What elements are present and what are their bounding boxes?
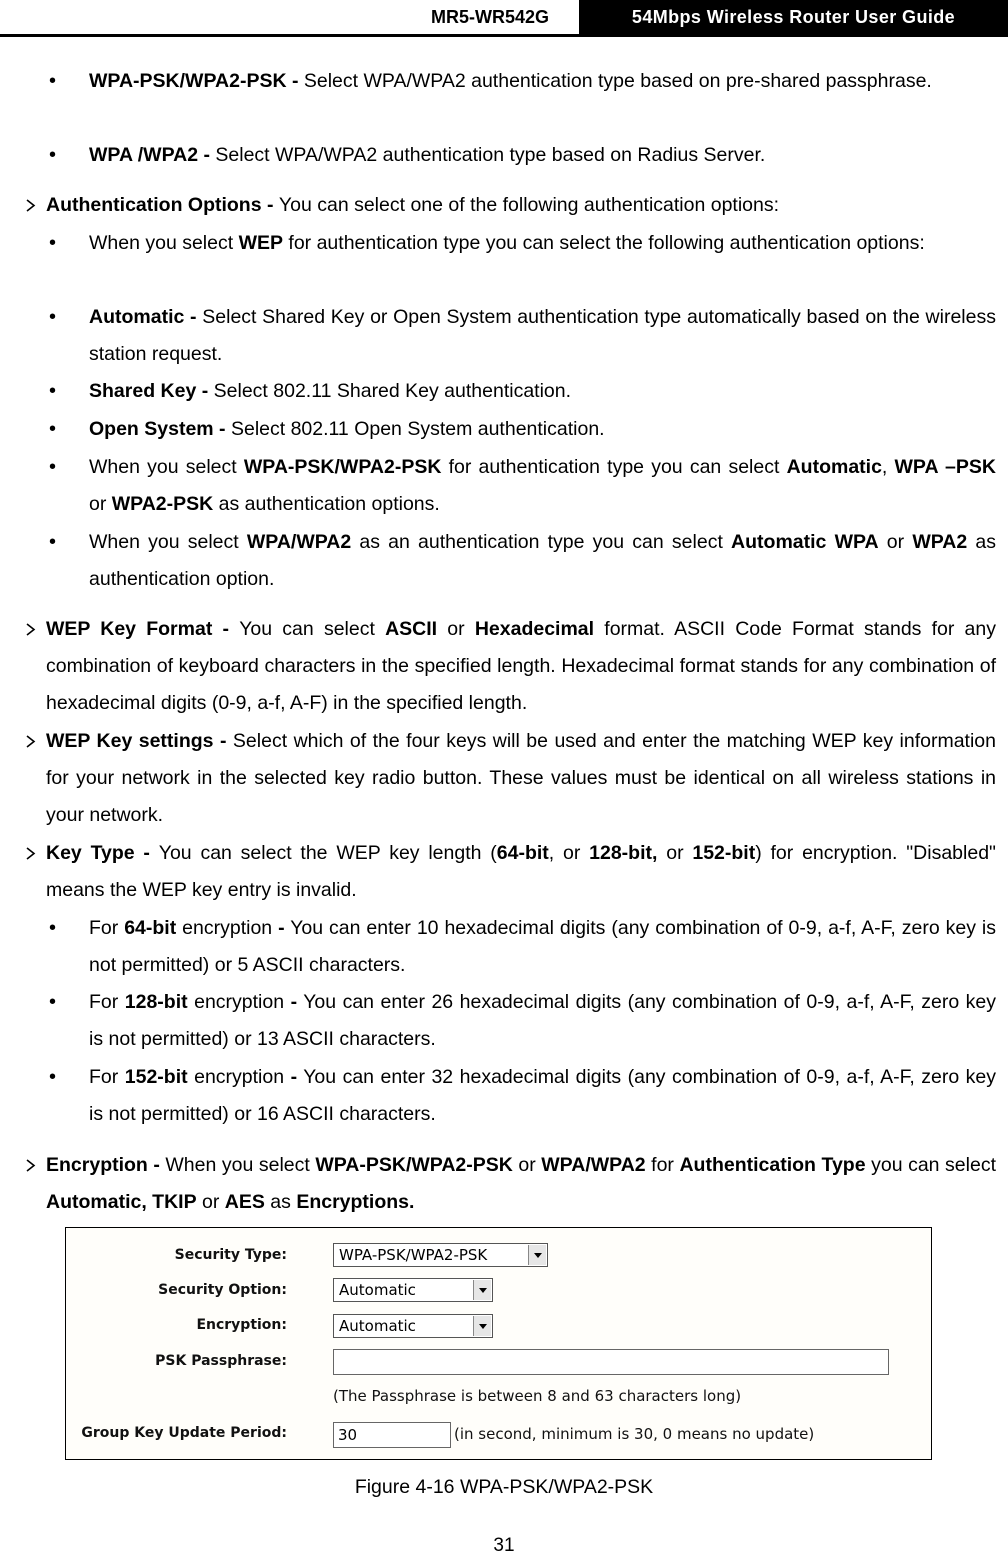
list-item <box>89 449 996 523</box>
text: When you select <box>89 456 244 478</box>
item-term: Open System - <box>89 418 231 440</box>
item-term: Key Type - <box>46 842 159 864</box>
item-term: WPA-PSK/WPA2-PSK - <box>89 70 304 92</box>
security-option-select[interactable] <box>333 1278 493 1302</box>
item-text: Select Shared Key or Open System authentication type automatically based on the wireless station request. <box>89 306 996 365</box>
encryption-select[interactable] <box>333 1314 493 1338</box>
dot-bullet-icon: • <box>49 456 57 478</box>
text: or <box>512 1154 542 1176</box>
arrowhead-bullet-icon <box>23 187 39 224</box>
chevron-down-icon[interactable] <box>473 1316 491 1336</box>
text: format. ASCII Code Format stands for any combination of keyboard characters in the specified length. Hexadecimal format stands for any combination of hexadecimal digits (0-9, a-f, A-F) in the specified length. <box>46 618 996 714</box>
text: You can select <box>239 618 386 640</box>
item-term: Automatic <box>786 456 882 478</box>
wpa-psk-settings-figure <box>65 1227 932 1460</box>
item-term: Encryption - <box>46 1154 166 1176</box>
text: encryption <box>187 991 291 1013</box>
section-wep-key-format <box>46 611 996 722</box>
item-term: AES <box>224 1191 265 1213</box>
section-key-type <box>46 835 996 909</box>
item-term: Encryptions. <box>296 1191 415 1213</box>
list-item <box>89 910 996 984</box>
item-term: - <box>290 1066 298 1088</box>
item-term: WPA /WPA2 - <box>89 144 216 166</box>
item-text: Select which of the four keys will be used and enter the matching WEP key information for your network in the selected key radio button. These values must be identical on all wireless stations in your network. <box>46 730 996 826</box>
security-option-value: Automatic <box>339 1281 416 1299</box>
psk-passphrase-label: PSK Passphrase: <box>155 1353 287 1369</box>
text: as authentication option. <box>89 531 997 590</box>
dot-bullet-icon: • <box>49 306 57 328</box>
text: you can select <box>865 1154 996 1176</box>
item-term: 152-bit <box>124 1066 188 1088</box>
dot-bullet-icon: • <box>49 232 57 254</box>
item-term: WEP <box>238 232 283 254</box>
page-number: 31 <box>493 1535 515 1556</box>
psk-passphrase-input[interactable] <box>333 1349 889 1375</box>
item-term: - <box>278 917 285 939</box>
text: as an authentication type you can select <box>351 531 732 553</box>
text: or <box>657 842 693 864</box>
dot-bullet-icon: • <box>49 1066 57 1088</box>
arrowhead-bullet-icon <box>23 723 39 760</box>
security-type-value: WPA-PSK/WPA2-PSK <box>339 1246 488 1264</box>
item-term: Automatic, TKIP <box>46 1191 197 1213</box>
item-text: Select WPA/WPA2 authentication type based on Radius Server. <box>215 144 766 166</box>
dot-bullet-icon: • <box>49 70 57 92</box>
item-term: 152-bit <box>692 842 756 864</box>
list-item <box>89 373 996 410</box>
item-term: WPA-PSK/WPA2-PSK <box>243 456 442 478</box>
list-item <box>89 225 996 262</box>
text: or <box>437 618 475 640</box>
section-authentication-options <box>46 187 996 224</box>
model-name: MR5-WR542G <box>430 7 550 27</box>
text: encryption <box>176 917 279 939</box>
text: for <box>645 1154 680 1176</box>
text: or <box>196 1191 225 1213</box>
security-type-select[interactable] <box>333 1243 548 1267</box>
item-term: WEP Key settings - <box>46 730 233 752</box>
section-encryption <box>46 1147 996 1221</box>
dot-bullet-icon: • <box>49 380 57 402</box>
text: encryption <box>187 1066 291 1088</box>
dot-bullet-icon: • <box>49 917 57 939</box>
item-term: ASCII <box>385 618 438 640</box>
list-item <box>89 984 996 1058</box>
text: for authentication type you can select the following authentication options: <box>283 232 925 254</box>
item-term: Hexadecimal <box>474 618 595 640</box>
list-item <box>89 1059 996 1133</box>
text: When you select <box>89 232 239 254</box>
item-term: WPA/WPA2 <box>541 1154 646 1176</box>
security-type-label: Security Type: <box>174 1247 287 1263</box>
item-text: Select 802.11 Open System authentication. <box>230 418 605 440</box>
header-rule <box>0 34 1008 37</box>
text: for authentication type you can select <box>441 456 787 478</box>
arrowhead-bullet-icon <box>23 1147 39 1184</box>
dot-bullet-icon: • <box>49 531 57 553</box>
dot-bullet-icon: • <box>49 144 57 166</box>
list-item <box>89 63 996 100</box>
item-term: WEP Key Format - <box>46 618 240 640</box>
item-term: Automatic - <box>89 306 203 328</box>
item-term: 64-bit <box>124 917 177 939</box>
dot-bullet-icon: • <box>49 418 57 440</box>
group-key-update-period-input[interactable]: 30 <box>333 1422 451 1448</box>
list-item <box>89 299 996 373</box>
section-wep-key-settings <box>46 723 996 834</box>
item-term: 128-bit, <box>589 842 658 864</box>
item-text: You can select one of the following authentication options: <box>278 194 780 216</box>
item-term: 128-bit <box>124 991 188 1013</box>
item-term: 64-bit <box>496 842 549 864</box>
arrowhead-bullet-icon <box>23 611 39 648</box>
text: When you select <box>89 531 247 553</box>
item-term: Automatic WPA <box>731 531 879 553</box>
item-text: Select 802.11 Shared Key authentication. <box>213 380 572 402</box>
chevron-down-icon[interactable] <box>528 1245 546 1265</box>
figure-caption: Figure 4-16 WPA-PSK/WPA2-PSK <box>354 1476 654 1498</box>
page-header <box>0 0 1008 36</box>
list-item <box>89 411 996 448</box>
text: For <box>89 1066 125 1088</box>
item-term: Shared Key - <box>89 380 214 402</box>
item-term: - <box>290 991 298 1013</box>
text: You can select the WEP key length ( <box>158 842 497 864</box>
text: as authentication options. <box>213 493 440 515</box>
item-text: You can enter 10 hexadecimal digits (any combination of 0-9, a-f, A-F, zero key is not permitted) or 5 ASCII characters. <box>89 917 997 976</box>
item-term: WPA2 <box>912 531 968 553</box>
text: or <box>89 493 112 515</box>
text: as <box>264 1191 297 1213</box>
text: ) for encryption. "Disabled" means the WEP key entry is invalid. <box>46 842 996 901</box>
text: , <box>881 456 895 478</box>
psk-passphrase-hint: (The Passphrase is between 8 and 63 characters long) <box>333 1387 742 1405</box>
security-option-label: Security Option: <box>158 1282 287 1298</box>
item-term: Authentication Options - <box>46 194 279 216</box>
dot-bullet-icon: • <box>49 991 57 1013</box>
list-item <box>89 137 996 174</box>
text: For <box>89 991 125 1013</box>
text: When you select <box>165 1154 316 1176</box>
text: , or <box>548 842 590 864</box>
text: For <box>89 917 125 939</box>
encryption-value: Automatic <box>339 1317 416 1335</box>
text: or <box>878 531 913 553</box>
item-text: You can enter 32 hexadecimal digits (any combination of 0-9, a-f, A-F, zero key is not permitted) or 16 ASCII characters. <box>89 1066 997 1125</box>
chevron-down-icon[interactable] <box>473 1280 491 1300</box>
item-term: WPA/WPA2 <box>246 531 352 553</box>
arrowhead-bullet-icon <box>23 835 39 872</box>
item-term: Authentication Type <box>679 1154 866 1176</box>
group-key-update-period-hint: (in second, minimum is 30, 0 means no update) <box>454 1425 815 1443</box>
list-item <box>89 524 996 598</box>
group-key-update-period-label: Group Key Update Period: <box>81 1425 287 1441</box>
item-term: WPA2-PSK <box>111 493 214 515</box>
guide-title: 54Mbps Wireless Router User Guide <box>579 0 1008 34</box>
item-term: WPA-PSK/WPA2-PSK <box>315 1154 513 1176</box>
item-term: WPA –PSK <box>894 456 996 478</box>
encryption-label: Encryption: <box>196 1317 287 1333</box>
item-text: You can enter 26 hexadecimal digits (any combination of 0-9, a-f, A-F, zero key is not permitted) or 13 ASCII characters. <box>89 991 997 1050</box>
item-text: Select WPA/WPA2 authentication type based on pre-shared passphrase. <box>303 70 932 92</box>
